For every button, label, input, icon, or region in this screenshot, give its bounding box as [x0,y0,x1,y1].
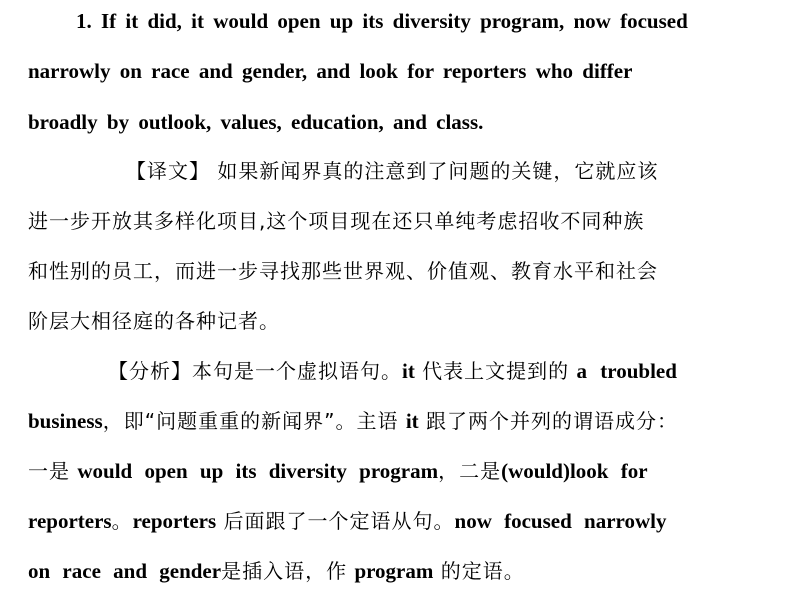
english-sentence-line-3: broadly by outlook, values, education, and class. [28,110,484,134]
analysis-term-it-2: it [405,409,419,433]
analysis-term-now-focused: now focused narrowly [454,509,667,533]
analysis-term-program: program [354,559,434,583]
analysis-term-it: it [402,359,415,383]
analysis-text-3c: ，二是 [438,459,502,483]
analysis-text-1c: 代表上文提到的 [414,359,577,383]
analysis-text-4b: 。 [111,509,133,533]
translation-line-4: 阶层大相径庭的各种记者。 [28,309,280,333]
english-sentence-line-2: narrowly on race and gender, and look for reporters who differ [28,59,633,83]
analysis-term-on-race-and-gender: on race and gender [28,559,222,583]
analysis-term-reporters-2: reporters [132,509,217,533]
analysis-term-business: business [28,409,103,433]
translation-line-1 [126,158,658,184]
english-sentence-line-1: 1. If it did, it would open up its diversity program, now focused [76,9,688,33]
translation-line-2: 进一步开放其多样化项目,这个项目现在还只单纯考虑招收不同种族 [28,209,645,233]
analysis-text-2d: 跟了两个并列的谓语成分： [418,409,678,433]
analysis-text-1a: 本句是一个虚拟语句。 [192,359,402,383]
analysis-line-4 [28,508,666,534]
analysis-term-would-open-up: would open up its diversity program [77,459,439,483]
analysis-text-3a: 一是 [28,459,78,483]
translation-text-1: 如果新闻界真的注意到了问题的关键，它就应该 [210,159,659,183]
analysis-label: 【分析】 [108,359,192,383]
translation-label: 【译文】 [126,159,210,183]
analysis-term-reporters: reporters [28,509,112,533]
analysis-term-would-look-for: (would)look for [501,459,648,483]
translation-line-3: 和性别的员工，而进一步寻找那些世界观、价值观、教育水平和社会 [28,259,658,283]
analysis-text-5d: 的定语。 [433,559,525,583]
analysis-line-2 [28,408,678,434]
analysis-line-3 [28,458,648,484]
analysis-term-a-troubled: a troubled [576,359,677,383]
analysis-line-1 [108,358,677,384]
analysis-text-5b: 是插入语，作 [221,559,355,583]
analysis-line-5 [28,558,525,584]
analysis-text-2b: ，即“问题重重的新闻界”。主语 [102,409,406,433]
analysis-text-4d: 后面跟了一个定语从句。 [216,509,455,533]
